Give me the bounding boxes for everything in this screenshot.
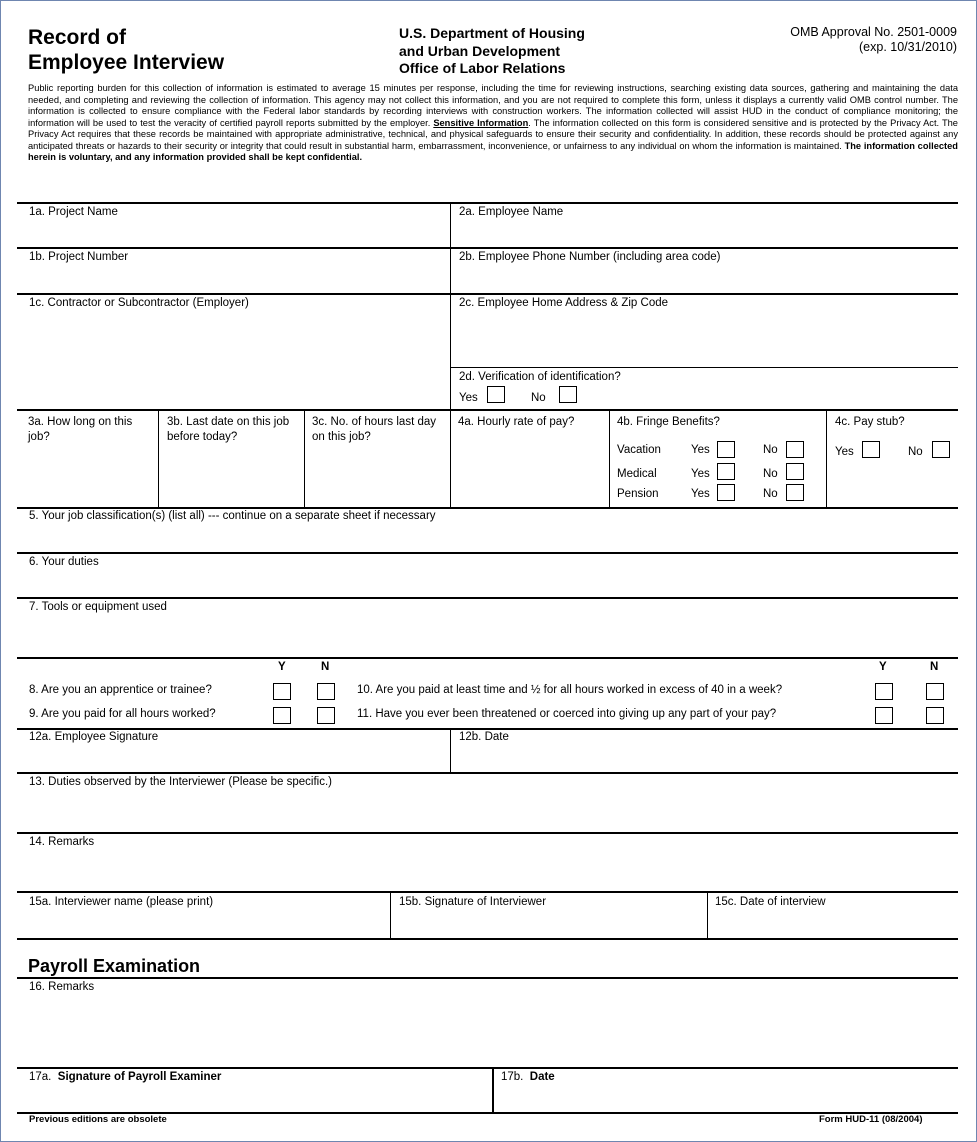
label-employee-phone: 2b. Employee Phone Number (including area code) xyxy=(459,251,721,263)
dept-line-2: and Urban Development xyxy=(399,42,561,59)
omb-approval xyxy=(701,25,957,55)
label-verification: 2d. Verification of identification? xyxy=(459,371,621,383)
y-header-right: Y xyxy=(879,661,887,673)
vacation-yes-label: Yes xyxy=(691,444,710,456)
paid-hours-yes-checkbox[interactable] xyxy=(273,707,291,724)
vacation-yes-checkbox[interactable] xyxy=(717,441,735,458)
rule xyxy=(17,891,958,893)
divider xyxy=(390,892,391,939)
label-employee-name: 2a. Employee Name xyxy=(459,206,564,218)
question-overtime: 10. Are you paid at least time and ½ for all hours worked in excess of 40 in a week? xyxy=(357,684,783,696)
pension-no-checkbox[interactable] xyxy=(786,484,804,501)
overtime-no-checkbox[interactable] xyxy=(926,683,944,700)
label-duties-observed: 13. Duties observed by the Interviewer (Please be specific.) xyxy=(29,776,332,788)
vacation-label: Vacation xyxy=(617,444,661,456)
pay-stub-no-checkbox[interactable] xyxy=(932,441,950,458)
title-line-2: Employee Interview xyxy=(28,51,225,74)
rule xyxy=(17,832,958,834)
label-interviewer-signature: 15b. Signature of Interviewer xyxy=(399,896,547,908)
title-line-1: Record of xyxy=(28,26,127,49)
omb-number: OMB Approval No. 2501-0009 xyxy=(790,25,957,39)
pension-no-label: No xyxy=(763,488,778,500)
divider xyxy=(450,203,451,409)
pay-stub-yes-label: Yes xyxy=(835,446,854,458)
paid-hours-no-checkbox[interactable] xyxy=(317,707,335,724)
rule xyxy=(17,977,958,979)
question-coerced: 11. Have you ever been threatened or coerced into giving up any part of your pay? xyxy=(357,708,777,720)
sensitive-info-label: Sensitive Information xyxy=(433,117,529,128)
apprentice-yes-checkbox[interactable] xyxy=(273,683,291,700)
label-remarks: 14. Remarks xyxy=(29,836,95,848)
n-header-left: N xyxy=(321,661,330,673)
pension-yes-checkbox[interactable] xyxy=(717,484,735,501)
field-label-17b: Date xyxy=(529,1071,555,1083)
divider xyxy=(826,410,827,507)
divider xyxy=(492,1068,494,1113)
rule xyxy=(17,247,958,249)
question-paid-all-hours: 9. Are you paid for all hours worked? xyxy=(29,708,216,720)
field-number-17b: 17b. xyxy=(501,1071,524,1083)
field-number-17a: 17a. xyxy=(29,1071,52,1083)
label-hourly-rate: 4a. Hourly rate of pay? xyxy=(458,416,575,428)
coerced-yes-checkbox[interactable] xyxy=(875,707,893,724)
pay-stub-no-label: No xyxy=(908,446,923,458)
vacation-no-label: No xyxy=(763,444,778,456)
n-header-right: N xyxy=(930,661,939,673)
medical-label: Medical xyxy=(617,468,657,480)
overtime-yes-checkbox[interactable] xyxy=(875,683,893,700)
pay-stub-yes-checkbox[interactable] xyxy=(862,441,880,458)
footer-obsolete-note: Previous editions are obsolete xyxy=(29,1114,167,1125)
label-payroll-remarks: 16. Remarks xyxy=(29,981,95,993)
payroll-section-title: Payroll Examination xyxy=(28,956,201,976)
divider xyxy=(609,410,610,507)
footer-form-number: Form HUD-11 (08/2004) xyxy=(819,1114,923,1125)
omb-expiration: (exp. 10/31/2010) xyxy=(859,40,957,54)
rule xyxy=(17,202,958,204)
divider xyxy=(450,729,451,772)
divider xyxy=(450,410,451,507)
verification-yes-label: Yes xyxy=(459,392,478,404)
label-contractor: 1c. Contractor or Subcontractor (Employer) xyxy=(29,297,249,309)
label-job-classification: 5. Your job classification(s) (list all) --- continue on a separate sheet if necessary xyxy=(29,510,436,522)
pension-label: Pension xyxy=(617,488,659,500)
label-how-long: 3a. How long on this job? xyxy=(28,416,133,443)
dept-line-3: Office of Labor Relations xyxy=(399,60,566,76)
label-employee-signature: 12a. Employee Signature xyxy=(29,731,159,743)
rule xyxy=(17,1067,958,1069)
label-signature-date: 12b. Date xyxy=(459,731,509,743)
question-apprentice: 8. Are you an apprentice or trainee? xyxy=(29,684,212,696)
divider xyxy=(707,892,708,939)
burden-text-2: . The information collected on this form is considered sensitive and is protected by the Privacy Act. The Privacy Act requires that these records be maintained with appropriate administrative, technical, and physical safeguards to ensure their security and confidentiality. In addition, these records should be protected against any anticipated threats or hazards to their security or integrity that could result in substantial harm, embarrassment, inconvenience, or unfairness to any individual on whom the information is maintained. xyxy=(28,117,958,151)
burden-voluntary-notice: The information collected herein is voluntary, and any information provided shall be kept confidential. xyxy=(28,140,958,162)
label-pay-stub: 4c. Pay stub? xyxy=(835,416,905,428)
rule xyxy=(450,367,958,368)
label-payroll-examiner-signature xyxy=(29,1070,221,1084)
rule xyxy=(17,772,958,774)
label-payroll-date xyxy=(501,1070,555,1084)
apprentice-no-checkbox[interactable] xyxy=(317,683,335,700)
rule xyxy=(17,938,958,940)
pension-yes-label: Yes xyxy=(691,488,710,500)
y-header-left: Y xyxy=(278,661,286,673)
label-tools: 7. Tools or equipment used xyxy=(29,601,167,613)
medical-no-label: No xyxy=(763,468,778,480)
divider xyxy=(158,410,159,507)
label-duties: 6. Your duties xyxy=(29,556,99,568)
department-name xyxy=(399,25,659,78)
label-project-number: 1b. Project Number xyxy=(29,251,129,263)
vacation-no-checkbox[interactable] xyxy=(786,441,804,458)
label-project-name: 1a. Project Name xyxy=(29,206,118,218)
rule xyxy=(17,552,958,554)
dept-line-1: U.S. Department of Housing xyxy=(399,25,585,41)
rule xyxy=(17,597,958,599)
medical-yes-checkbox[interactable] xyxy=(717,463,735,480)
verification-no-label: No xyxy=(531,392,546,404)
label-employee-address: 2c. Employee Home Address & Zip Code xyxy=(459,297,669,309)
verification-yes-checkbox[interactable] xyxy=(487,386,505,403)
rule xyxy=(17,293,958,295)
label-interview-date: 15c. Date of interview xyxy=(715,896,826,908)
label-hours-last-day: 3c. No. of hours last day on this job? xyxy=(312,416,437,443)
medical-no-checkbox[interactable] xyxy=(786,463,804,480)
label-fringe-benefits: 4b. Fringe Benefits? xyxy=(617,416,720,428)
field-label-17a: Signature of Payroll Examiner xyxy=(57,1071,222,1083)
divider xyxy=(304,410,305,507)
medical-yes-label: Yes xyxy=(691,468,710,480)
coerced-no-checkbox[interactable] xyxy=(926,707,944,724)
burden-text-1: Public reporting burden for this collection of information is estimated to average 15 minutes per response, including the time for reviewing instructions, searching existing data sources, gathering and maintaining the data needed, and completing and reviewing the collection of information. This agency may not collect this information, and you are not required to complete this form, unless it displays a currently valid OMB control number. The information is collected to ensure compliance with the Federal labor standards by recording interviews with construction workers. The information collected will assist HUD in the conduct of compliance monitoring; the information will be used to test the veracity of certified payroll reports submitted by the employer. xyxy=(28,83,958,128)
burden-statement xyxy=(28,83,958,164)
label-interviewer-name: 15a. Interviewer name (please print) xyxy=(29,896,214,908)
verification-no-checkbox[interactable] xyxy=(559,386,577,403)
rule xyxy=(17,657,958,659)
label-last-date: 3b. Last date on this job before today? xyxy=(167,416,290,443)
form-title xyxy=(28,25,288,75)
